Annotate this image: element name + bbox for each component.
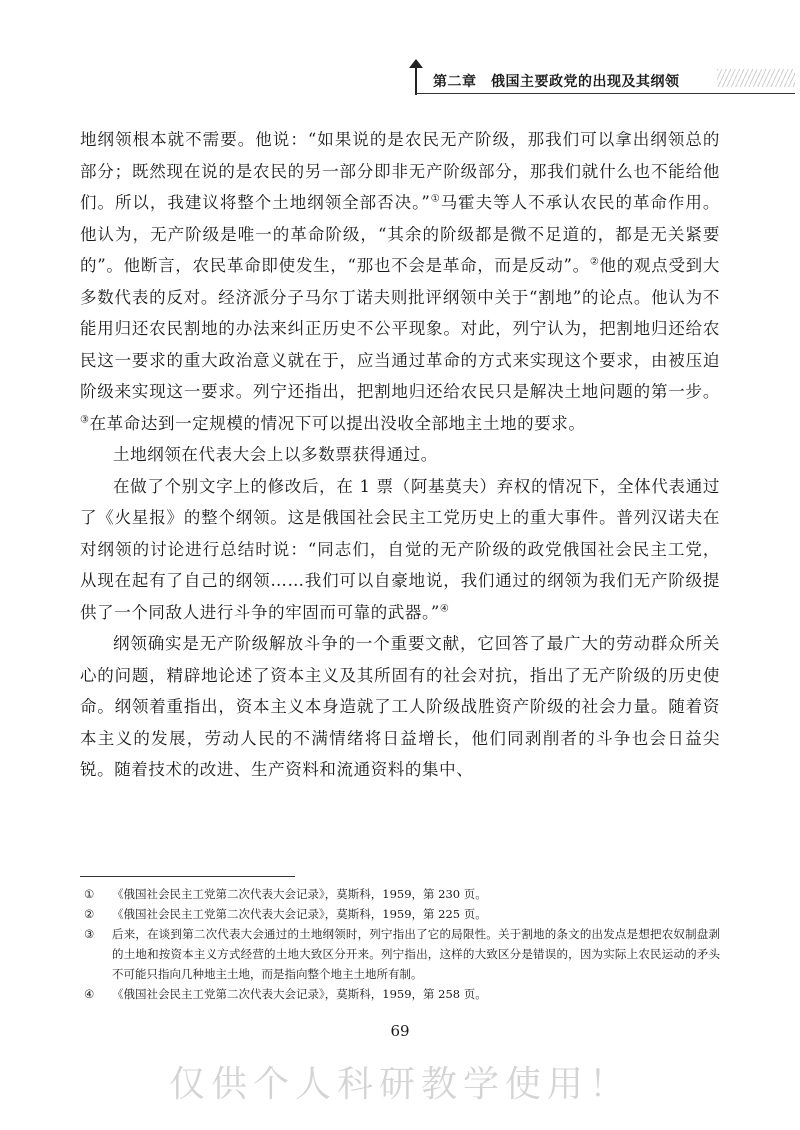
footnote-divider <box>80 876 295 877</box>
paragraph-4: 纲领确实是无产阶级解放斗争的一个重要文献，它回答了最广大的劳动群众所关心的问题，精辟地论述了资本主义及其所固有的社会对抗，指出了无产阶级的历史使命。纲领着重指出，资本主义本身造就了工人阶级战胜资产阶级的社会力量。随着资本主义的发展，劳动人民的不满情绪将日益增长，他们同剥削者的斗争也会日益尖锐。随着技术的改进、生产资料和流通资料的集中、 <box>80 634 720 779</box>
footnote-mark: ② <box>84 907 95 921</box>
footnote-ref-4[interactable]: ④ <box>439 603 450 614</box>
footnote-ref-2[interactable]: ② <box>589 256 600 268</box>
header-rule <box>415 93 795 94</box>
footnote-item <box>80 924 720 984</box>
footnote-text: 《俄国社会民主工党第二次代表大会记录》，莫斯科，1959，第 225 页。 <box>112 907 487 921</box>
footnote-item <box>80 904 720 924</box>
running-header <box>395 55 800 95</box>
header-hatch-decoration <box>717 69 795 87</box>
footnote-text: 《俄国社会民主工党第二次代表大会记录》，莫斯科，1959，第 230 页。 <box>112 887 487 901</box>
footnote-text: 《俄国社会民主工党第二次代表大会记录》，莫斯科，1959，第 258 页。 <box>112 987 487 1001</box>
page-number: 69 <box>390 1022 410 1040</box>
footnotes <box>80 884 720 1004</box>
footnote-mark: ③ <box>84 927 95 941</box>
footnote-mark: ④ <box>84 987 95 1001</box>
footnote-ref-3[interactable]: ③ <box>80 414 90 425</box>
paragraph-3: 在做了个别文字上的修改后，在 1 票（阿基莫夫）弃权的情况下，全体代表通过了《火星报》的整个纲领。这是俄国社会民主工党历史上的重大事件。普列汉诺夫在对纲领的讨论进行总结时说：“同志们，自觉的无产阶级的政党俄国社会民主工党，从现在起有了自己的纲领……我们可以自豪地说，我们通过的纲领为我们无产阶级提供了一个同敌人进行斗争的牢固而可靠的武器。”④ <box>80 476 720 622</box>
body-text <box>80 124 720 786</box>
footnote-item <box>80 984 720 1004</box>
footnote-text: 后来，在谈到第二次代表大会通过的土地纲领时，列宁指出了它的局限性。关于割地的条文的出发点是想把农奴制盘剥的土地和按资本主义方式经营的土地大致区分开来。列宁指出，这样的大致区分是错误的，因为实际上农民运动的矛头不可能只指向几种地主土地，而是指向整个地主土地所有制。 <box>112 927 720 981</box>
paragraph-1: 地纲领根本就不需要。他说：“如果说的是农民无产阶级，那我们可以拿出纲领总的部分；既然现在说的是农民的另一部分即非无产阶级部分，那我们就什么也不能给他们。所以，我建议将整个土地纲领全部否决。”①马霍夫等人不承认农民的革命作用。他认为，无产阶级是唯一的革命阶级，“其余的阶级都是微不足道的，都是无关紧要的”。他断言，农民革命即使发生，“那也不会是革命，而是反动”。②他的观点受到大多数代表的反对。经济派分子马尔丁诺夫则批评纲领中关于“割地”的论点。他认为不能用归还农民割地的办法来纠正历史不公平现象。对此，列宁认为，把割地归还给农民这一要求的重大政治意义就在于，应当通过革命的方式来实现这个要求，由被压迫阶级来实现这一要求。列宁还指出，把割地归还给农民只是解决土地问题的第一步。③在革命达到一定规模的情况下可以提出没收全部地主土地的要求。 <box>80 130 721 433</box>
paragraph-2: 土地纲领在代表大会上以多数票获得通过。 <box>113 445 438 464</box>
chapter-title: 第二章 俄国主要政党的出现及其纲领 <box>433 74 680 90</box>
footnote-ref-1[interactable]: ① <box>430 193 441 205</box>
footnote-item <box>80 884 720 904</box>
footnote-mark: ① <box>84 887 95 901</box>
header-arrow-stem <box>415 65 417 95</box>
watermark: 仅供个人科研教学使用！ <box>168 1064 631 1105</box>
